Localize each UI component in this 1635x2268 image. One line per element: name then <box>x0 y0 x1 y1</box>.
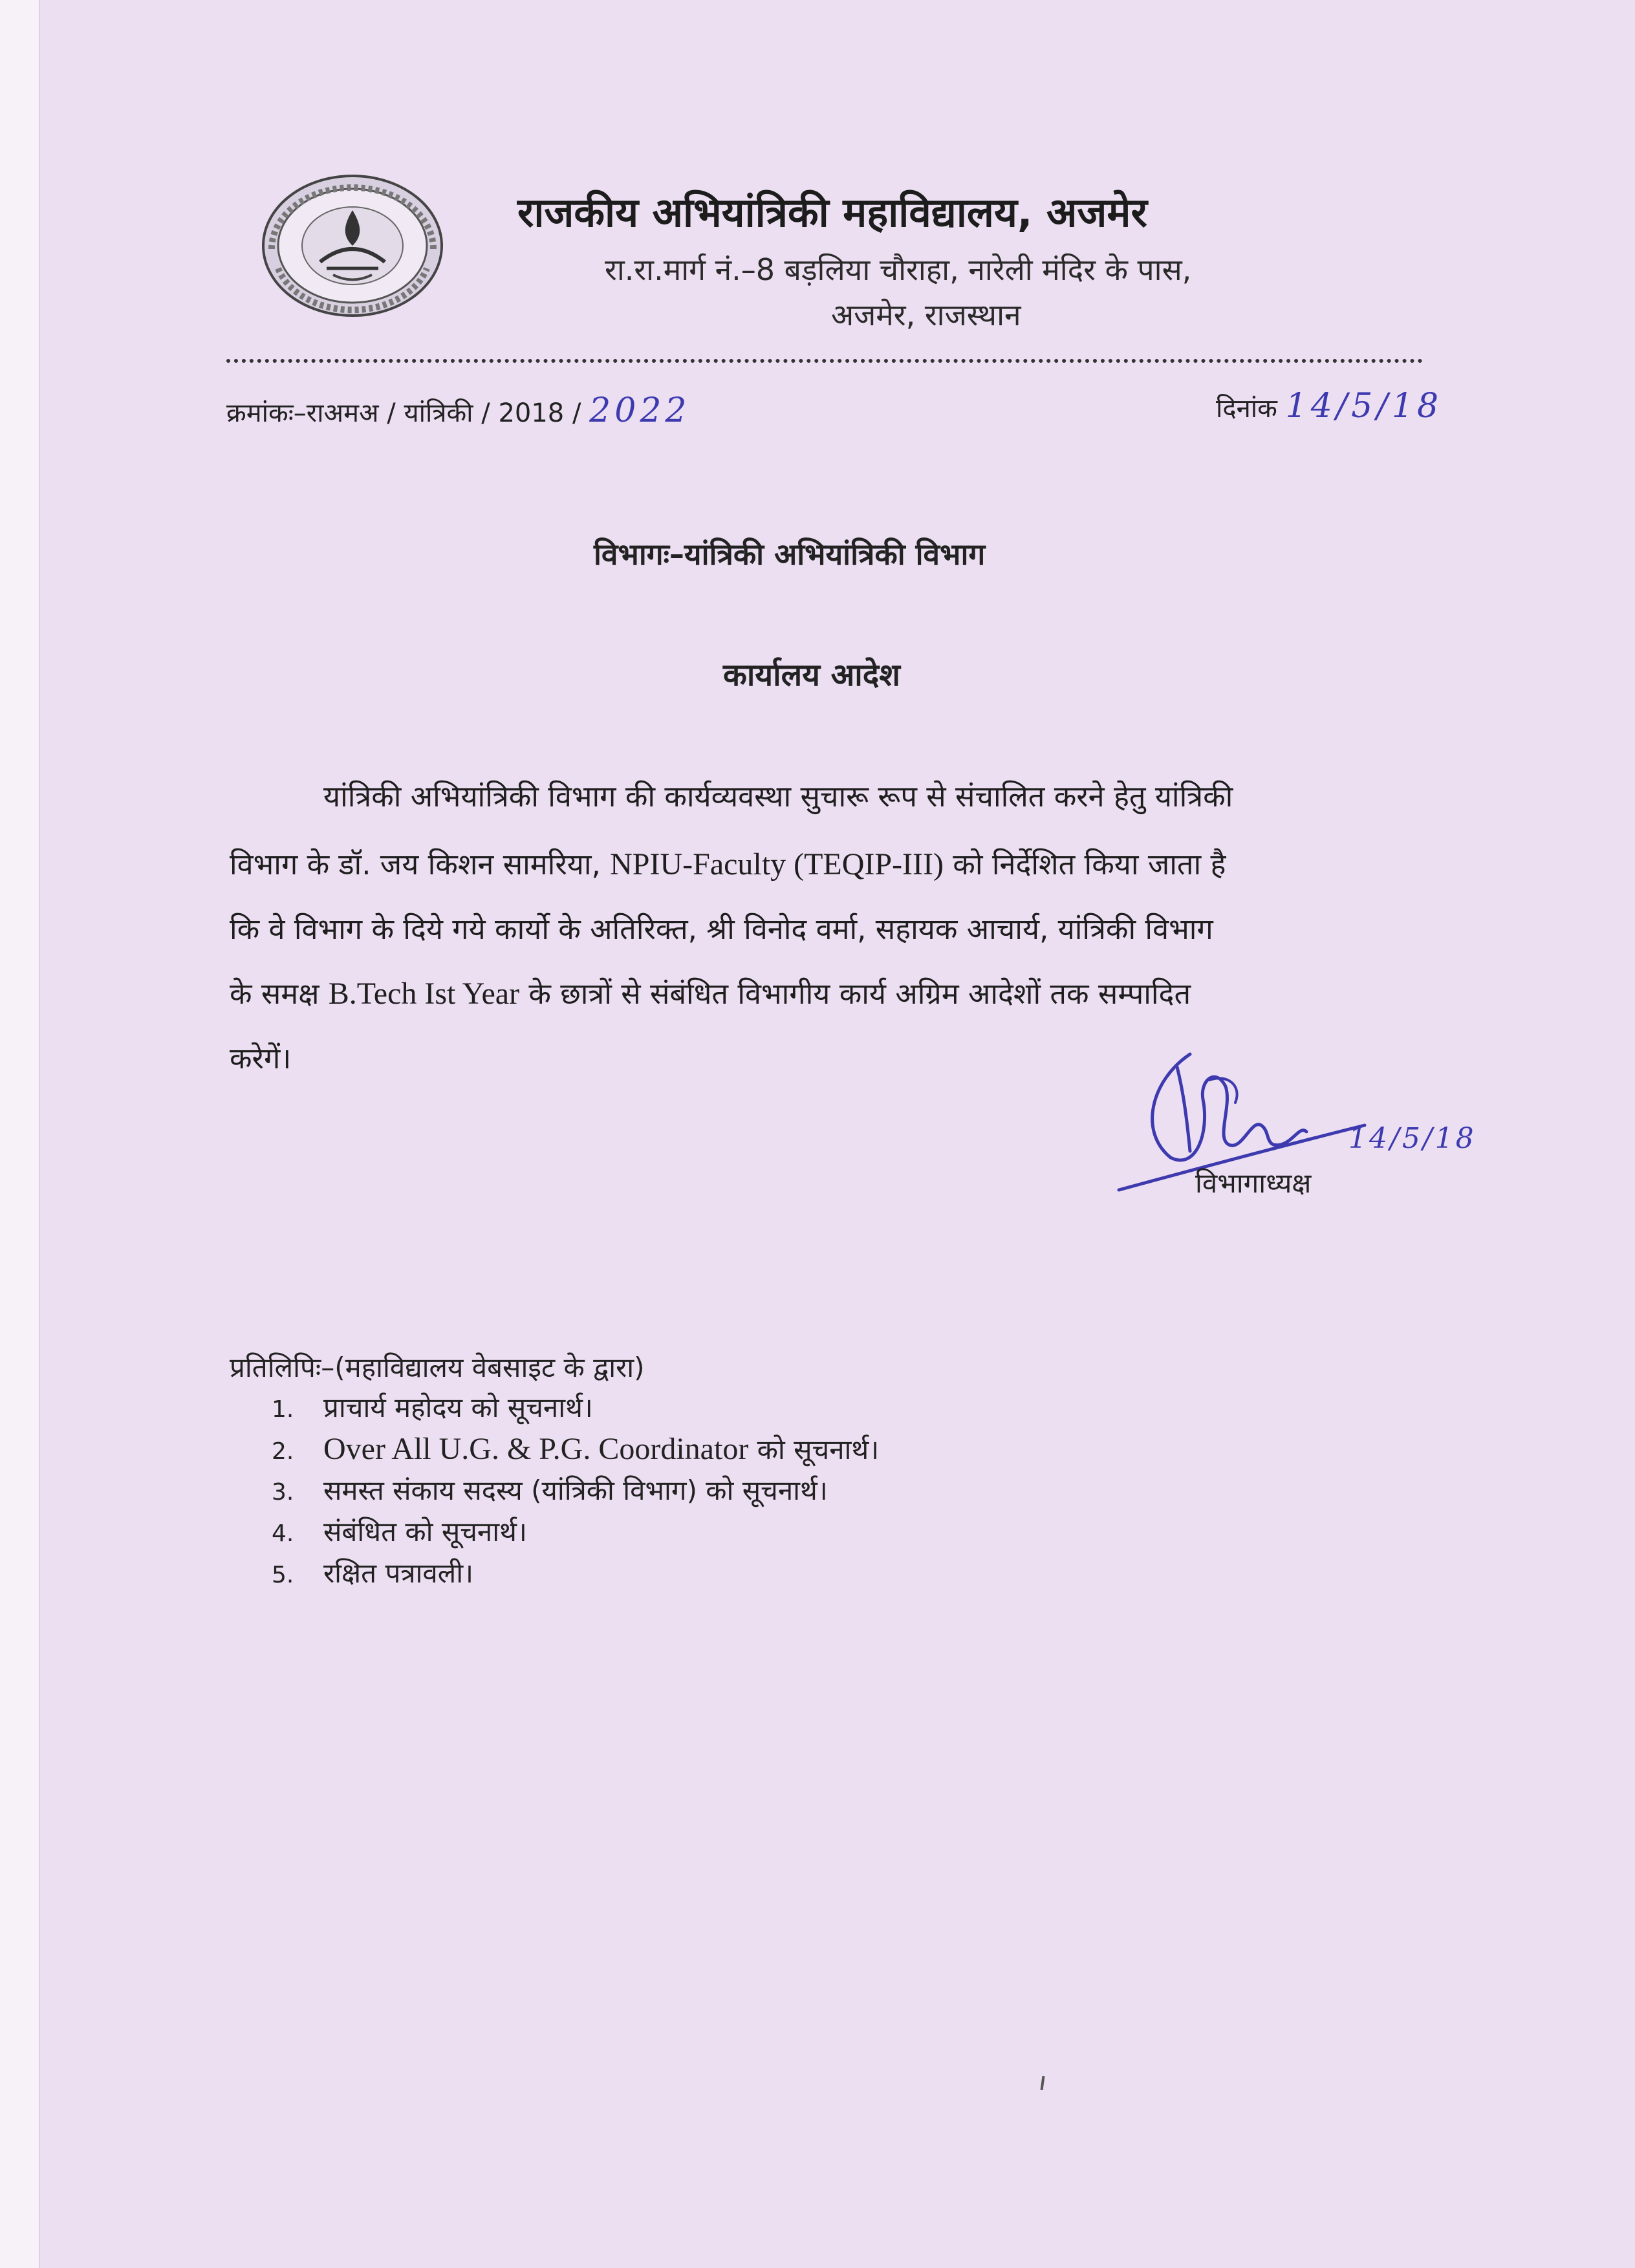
list-item: 3. समस्त संकाय सदस्य (यांत्रिकी विभाग) को सूचनार्थ। <box>272 1474 828 1506</box>
head-of-department-title: विभागाध्यक्ष <box>1195 1167 1312 1199</box>
college-name: राजकीय अभियांत्रिकी महाविद्यालय, अजमेर <box>517 189 1147 236</box>
list-item: 5. रक्षित पत्रावली। <box>272 1557 474 1589</box>
issue-date <box>1216 387 1442 426</box>
body-line-2-faculty: NPIU-Faculty (TEQIP-III) <box>610 847 944 881</box>
reference-handwritten-number: 2022 <box>589 391 691 430</box>
body-line-3: कि वे विभाग के दिये गये कार्यो के अतिरिक्त, श्री विनोद वर्मा, सहायक आचार्य, यांत्रिकी विभाग <box>230 912 1213 946</box>
address-line-2: अजमेर, राजस्थान <box>831 297 1021 332</box>
body-line-1: यांत्रिकी अभियांत्रिकी विभाग की कार्यव्यवस्था सुचारू रूप से संचालित करने हेतु यांत्रिकी <box>323 779 1233 814</box>
office-order-title: कार्यालय आदेश <box>723 657 900 693</box>
list-item: 4. संबंधित को सूचनार्थ। <box>272 1516 527 1548</box>
reference-number <box>226 391 691 430</box>
list-item: 1. प्राचार्य महोदय को सूचनार्थ। <box>272 1392 593 1423</box>
date-label: दिनांक <box>1216 394 1277 424</box>
body-line-5: करेगें। <box>230 1041 292 1075</box>
body-line-2-start: विभाग के डॉ. जय किशन सामरिया, <box>230 847 601 881</box>
body-line-4 <box>230 973 1191 1013</box>
body-line-4-start: के समक्ष <box>230 977 319 1011</box>
reference-prefix: क्रमांकः–राअमअ / यांत्रिकी / 2018 / <box>226 398 590 428</box>
signature-handwritten-date: 14/5/18 <box>1348 1122 1477 1155</box>
college-seal-icon <box>259 171 446 320</box>
copy-to-heading: प्रतिलिपिः–(महाविद्यालय वेबसाइट के द्वारा) <box>230 1352 645 1383</box>
body-line-4-year: B.Tech Ist Year <box>328 977 520 1011</box>
copy-to-list <box>272 1387 879 1594</box>
department-heading: विभागः–यांत्रिकी अभियांत्रिकी विभाग <box>594 537 986 572</box>
header-divider <box>226 359 1423 363</box>
address-line-1: रा.रा.मार्ग नं.–8 बड़लिया चौराहा, नारेली मंदिर के पास, <box>605 252 1192 287</box>
body-line-2-end: को निर्देशित किया जाता है <box>953 847 1226 881</box>
list-item: 2. Over All U.G. & P.G. Coordinator को सूचनार्थ। <box>272 1432 880 1466</box>
date-handwritten-value: 14/5/18 <box>1285 387 1443 426</box>
body-line-4-end: के छात्रों से संबंधित विभागीय कार्य अग्रिम आदेशों तक सम्पादित <box>528 977 1191 1011</box>
body-line-2 <box>230 844 1226 883</box>
